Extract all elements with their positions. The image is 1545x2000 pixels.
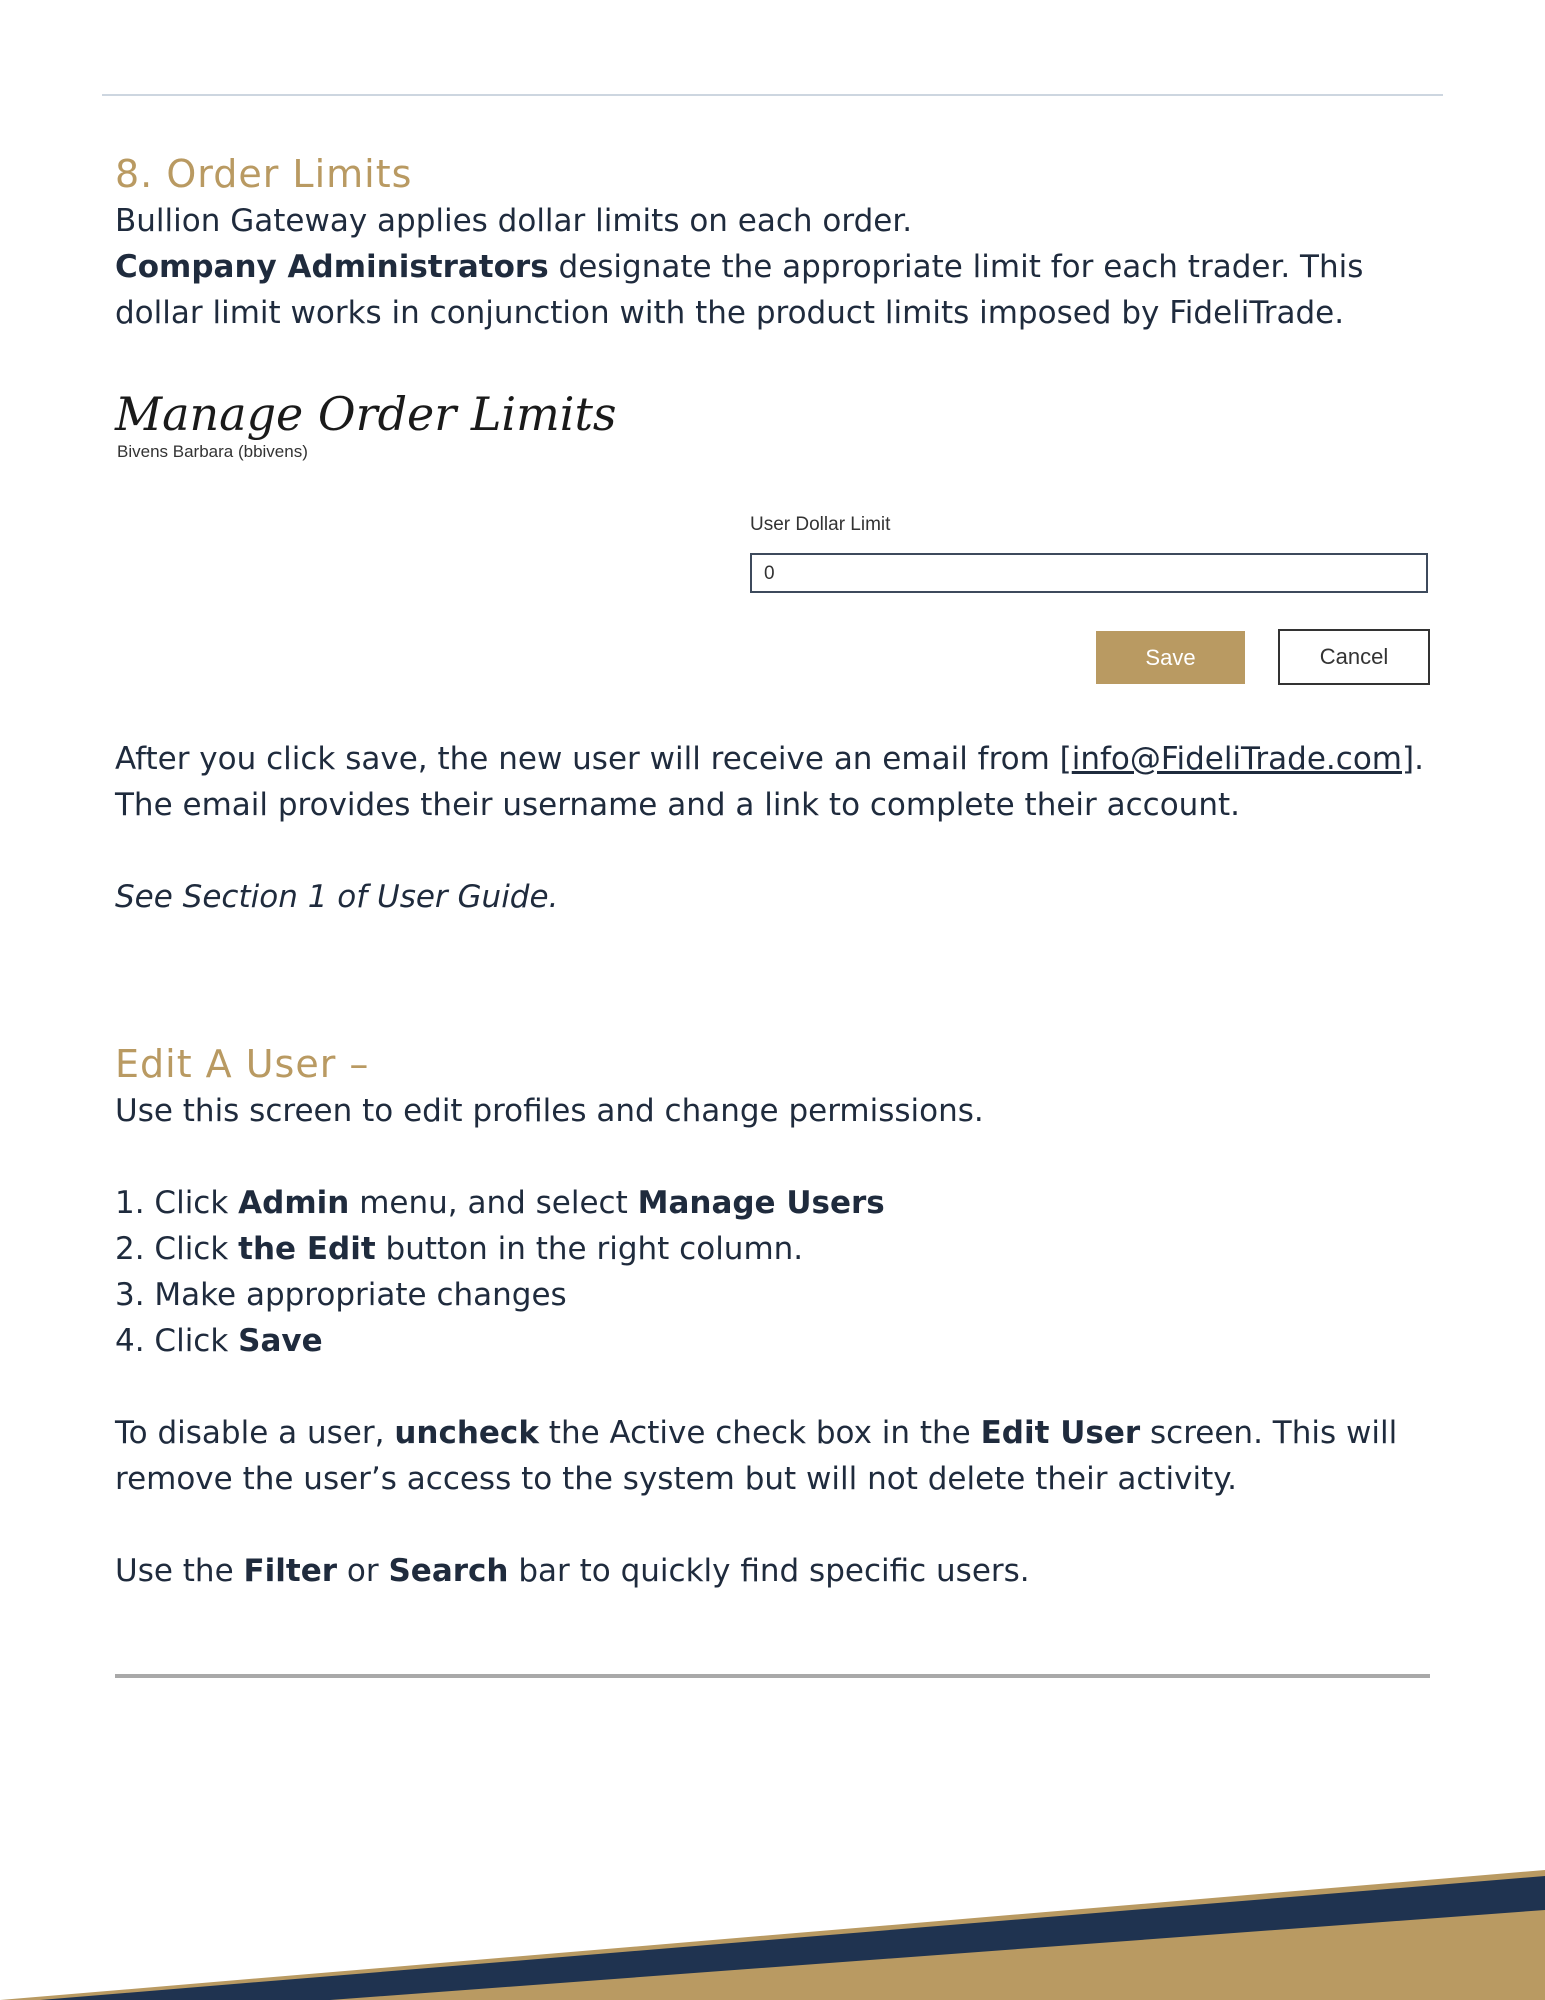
manage-order-limits-user: Bivens Barbara (bbivens): [117, 442, 308, 461]
cancel-button[interactable]: Cancel: [1278, 629, 1430, 685]
edit-user-step: 2. Click the Edit button in the right column.: [115, 1231, 804, 1267]
top-divider: [102, 94, 1443, 96]
user-dollar-limit-label: User Dollar Limit: [750, 514, 891, 535]
footer-decoration: [0, 1870, 1545, 2000]
disable-user-text: To disable a user, uncheck the Active check box in the Edit User screen. This will remove the user’s access to the system but will not delete their activity.: [115, 1415, 1398, 1497]
save-button[interactable]: Save: [1096, 631, 1245, 684]
filter-search-text: Use the Filter or Search bar to quickly find specific users.: [115, 1553, 1030, 1589]
order-limits-line1: Bullion Gateway applies dollar limits on each order.: [115, 203, 913, 239]
section-heading-order-limits: 8. Order Limits: [115, 152, 413, 196]
after-save-block: [115, 736, 1435, 920]
page-content: [115, 150, 1435, 462]
edit-user-block: [115, 1040, 1435, 1594]
after-save-text: After you click save, the new user will receive an email from [info@FideliTrade.com]. The email provides their username and a link to complete their account.: [115, 741, 1424, 823]
edit-user-intro: Use this screen to edit profiles and change permissions.: [115, 1093, 984, 1129]
info-email-link[interactable]: info@FideliTrade.com: [1071, 741, 1402, 777]
company-admins-label: Company Administrators: [115, 249, 549, 285]
order-limits-line2: designate the appropriate limit for each trader. This dollar limit works in conjunction with the product limits imposed by FideliTrade.: [115, 249, 1364, 331]
edit-user-step: 4. Click Save: [115, 1323, 323, 1359]
see-section-note: See Section 1 of User Guide.: [115, 879, 559, 915]
manage-order-limits-title: Manage Order Limits: [115, 387, 617, 441]
user-dollar-limit-input[interactable]: 0: [750, 553, 1428, 593]
bottom-divider: [115, 1674, 1430, 1678]
footer-gold-band: [0, 1870, 1545, 2000]
edit-user-step: 3. Make appropriate changes: [115, 1277, 567, 1313]
order-limits-intro: [115, 198, 1435, 336]
edit-user-step: 1. Click Admin menu, and select Manage Users: [115, 1185, 885, 1221]
section-heading-edit-user: Edit A User –: [115, 1042, 370, 1086]
